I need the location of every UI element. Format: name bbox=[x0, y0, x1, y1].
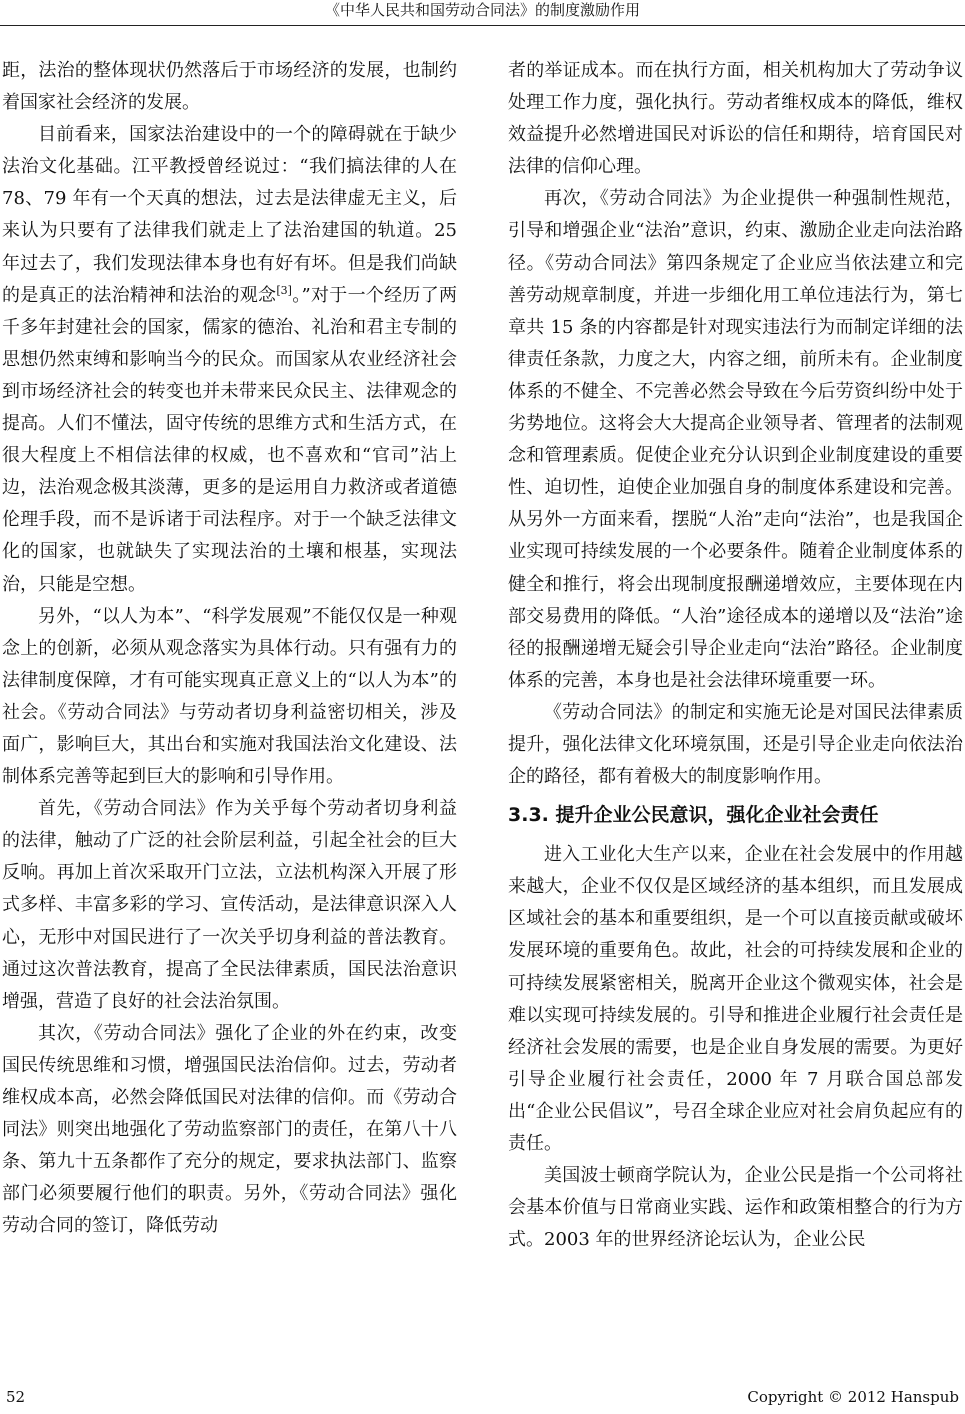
paragraph: 者的举证成本。而在执行方面，相关机构加大了劳动争议处理工作力度，强化执行。劳动者维权成本的降低，维权效益提升必然增进国民对诉讼的信任和期待，培育国民对法律的信仰心理。 bbox=[508, 60, 963, 178]
header-rule bbox=[0, 25, 965, 26]
section-heading: 3.3. 提升企业公民意识，强化企业社会责任 bbox=[508, 804, 879, 827]
paragraph: 再次，《劳动合同法》为企业提供一种强制性规范，引导和增强企业“法治”意识，约束、激励企业走向法治路径。《劳动合同法》第四条规定了企业应当依法建立和完善劳动规章制度，并进一步细化用工单位违法行为，第七章共 15 条的内容都是针对现实违法行为而制定详细的法律责任条款，力度之大，内容之细，前所未有。企业制度体系的不健全、不完善必然会导致在今后劳资纠纷中处于劣势地位。这将会大大提高企业领导者、管理者的法制观念和管理素质。促使企业充分认识到企业制度建设的重要性、迫切性，迫使企业加强自身的制度体系建设和完善。从另外一方面来看，摆脱“人治”走向“法治”，也是我国企业实现可持续发展的一个必要条件。随着企业制度体系的健全和推行，将会出现制度报酬递增效应，主要体现在内部交易费用的降低。“人治”途径成本的递增以及“法治”途径的报酬递增无疑会引导企业走向“法治”路径。企业制度体系的完善，本身也是社会法律环境重要一环。 bbox=[508, 188, 963, 691]
right-column bbox=[508, 55, 963, 1385]
paragraph: 另外，“以人为本”、“科学发展观”不能仅仅是一种观念上的创新，必须从观念落实为具体行动。只有强有力的法律制度保障，才有可能实现真正意义上的“以人为本”的社会。《劳动合同法》与劳动者切身利益密切相关，涉及面广，影响巨大，其出台和实施对我国法治文化建设、法制体系完善等起到巨大的影响和引导作用。 bbox=[2, 605, 457, 788]
copyright-notice: Copyright © 2012 Hanspub bbox=[747, 1388, 959, 1406]
paragraph bbox=[2, 119, 457, 600]
paragraph: 进入工业化大生产以来，企业在社会发展中的作用越来越大，企业不仅仅是区域经济的基本组织，而且发展成区域社会的基本和重要组织，是一个可以直接贡献或破坏发展环境的重要角色。故此，社会的可持续发展和企业的可持续发展紧密相关，脱离开企业这个微观实体，社会是难以实现可持续发展的。引导和推进企业履行社会责任是经济社会发展的需要，也是企业自身发展的需要。为更好引导企业履行社会责任，2000 年 7 月联合国总部发出“企业公民倡议”，号召全球企业应对社会肩负起应有的责任。 bbox=[508, 844, 963, 1154]
paragraph: 《劳动合同法》的制定和实施无论是对国民法律素质提升，强化法律文化环境氛围，还是引导企业走向依法治企的路径，都有着极大的制度影响作用。 bbox=[508, 701, 963, 788]
paragraph: 美国波士顿商学院认为，企业公民是指一个公司将社会基本价值与日常商业实践、运作和政策相整合的行为方式。2003 年的世界经济论坛认为，企业公民 bbox=[508, 1165, 963, 1251]
paragraph: 距，法治的整体现状仍然落后于市场经济的发展，也制约着国家社会经济的发展。 bbox=[2, 60, 457, 114]
citation-reference: [3] bbox=[276, 283, 292, 297]
left-column bbox=[2, 55, 457, 1385]
paragraph: 其次，《劳动合同法》强化了企业的外在约束，改变国民传统思维和习惯，增强国民法治信仰。过去，劳动者维权成本高，必然会降低国民对法律的信仰。而《劳动合同法》则突出地强化了劳动监察部门的责任，在第八十八条、第九十五条都作了充分的规定，要求执法部门、监察部门必须要履行他们的职责。另外，《劳动合同法》强化劳动合同的签订，降低劳动 bbox=[2, 1022, 457, 1237]
paragraph: 首先，《劳动合同法》作为关乎每个劳动者切身利益的法律，触动了广泛的社会阶层利益，引起全社会的巨大反响。再加上首次采取开门立法，立法机构深入开展了形式多样、丰富多彩的学习、宣传活动，是法律意识深入人心，无形中对国民进行了一次关乎切身利益的普法教育。通过这次普法教育，提高了全民法律素质，国民法治意识增强，营造了良好的社会法治氛围。 bbox=[2, 798, 457, 1012]
running-header: 《中华人民共和国劳动合同法》的制度激励作用 bbox=[324, 1, 640, 19]
paragraph-text: 。”对于一个经历了两千多年封建社会的国家，儒家的德治、礼治和君主专制的思想仍然束缚和影响当今的民众。而国家从农业经济社会到市场经济社会的转变也并未带来民众民主、法律观念的提高。人们不懂法，固守传统的思维方式和生活方式，在很大程度上不相信法律的权威，也不喜欢和“官司”沾上边，法治观念极其淡薄，更多的是运用自力救济或者道德伦理手段，而不是诉诸于司法程序。对于一个缺乏法律文化的国家，也就缺失了实现法治的土壤和根基，实现法治，只能是空想。 bbox=[2, 284, 457, 595]
paragraph-text: 目前看来，国家法治建设中的一个的障碍就在于缺少法治文化基础。江平教授曾经说过：“我们搞法律的人在 78、79 年有一个天真的想法，过去是法律虚无主义，后来认为只要有了法律我们就走上了法治建国的轨道。25 年过去了，我们发现法律本身也有好有坏。但是我们尚缺的是真正的法治精神和法治的观念 bbox=[2, 124, 457, 306]
page-number: 52 bbox=[6, 1388, 26, 1406]
